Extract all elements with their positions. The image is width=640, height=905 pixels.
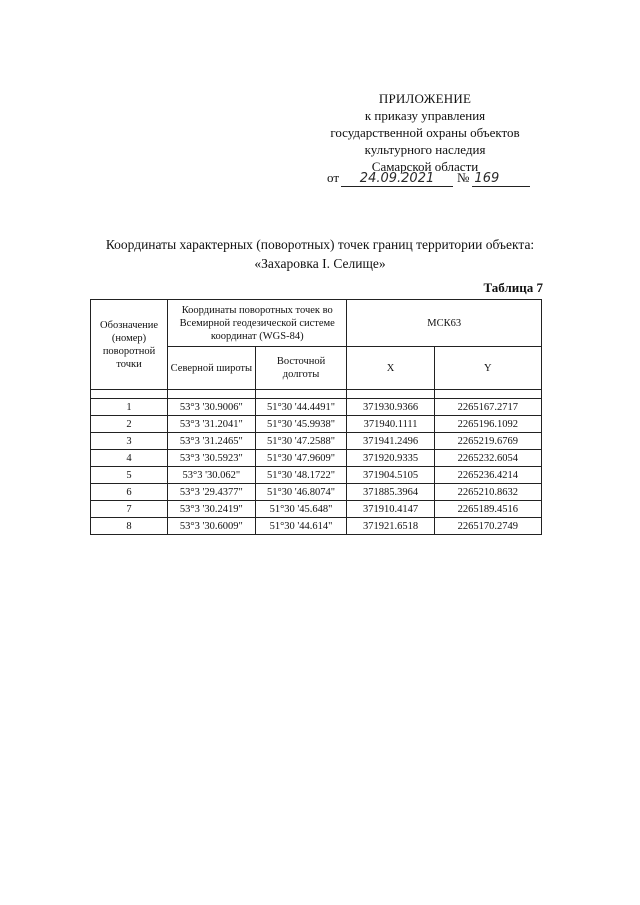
cell-lat: 53°3 '31.2041" [168, 416, 256, 433]
cell-x: 371885.3964 [347, 484, 434, 501]
cell-lat: 53°3 '31.2465" [168, 433, 256, 450]
spacer-cell [168, 390, 256, 399]
cell-lon: 51°30 '44.4491" [255, 399, 347, 416]
table-row [91, 501, 542, 518]
appendix-line: к приказу управления [364, 108, 486, 123]
spacer-cell [434, 390, 541, 399]
cell-lat: 53°3 '29.4377" [168, 484, 256, 501]
cell-y: 2265189.4516 [434, 501, 541, 518]
cell-y: 2265232.6054 [434, 450, 541, 467]
appendix-block [300, 90, 550, 175]
cell-x: 371904.5105 [347, 467, 434, 484]
cell-x: 371940.1111 [347, 416, 434, 433]
table-row [91, 416, 542, 433]
cell-y: 2265167.2717 [434, 399, 541, 416]
cell-lat: 53°3 '30.062" [168, 467, 256, 484]
table-spacer-row [91, 390, 542, 399]
date-prefix: от [327, 170, 340, 185]
order-date-number-line [327, 169, 547, 187]
cell-lon: 51°30 '45.648" [255, 501, 347, 518]
cell-lat: 53°3 '30.2419" [168, 501, 256, 518]
header-msk: МСК63 [347, 300, 542, 347]
table-row [91, 518, 542, 535]
spacer-cell [91, 390, 168, 399]
cell-lat: 53°3 '30.6009" [168, 518, 256, 535]
cell-x: 371941.2496 [347, 433, 434, 450]
cell-lon: 51°30 '44.614" [255, 518, 347, 535]
cell-y: 2265170.2749 [434, 518, 541, 535]
spacer-cell [347, 390, 434, 399]
cell-lat: 53°3 '30.9006" [168, 399, 256, 416]
coordinates-table [90, 299, 542, 535]
table-row [91, 484, 542, 501]
appendix-line: культурного наследия [364, 142, 486, 157]
header-y: Y [434, 347, 541, 390]
cell-x: 371920.9335 [347, 450, 434, 467]
cell-x: 371910.4147 [347, 501, 434, 518]
appendix-line: Самарской области [371, 159, 479, 174]
cell-x: 371930.9366 [347, 399, 434, 416]
cell-point: 3 [91, 433, 168, 450]
cell-lon: 51°30 '46.8074" [255, 484, 347, 501]
spacer-cell [255, 390, 347, 399]
table-row [91, 433, 542, 450]
header-point: Обозначение (номер) поворотной точки [91, 300, 168, 390]
appendix-title: ПРИЛОЖЕНИЕ [378, 91, 472, 106]
cell-y: 2265219.6769 [434, 433, 541, 450]
cell-lon: 51°30 '47.2588" [255, 433, 347, 450]
cell-point: 7 [91, 501, 168, 518]
header-lat: Северной широты [168, 347, 256, 390]
cell-lon: 51°30 '48.1722" [255, 467, 347, 484]
cell-point: 4 [91, 450, 168, 467]
cell-point: 6 [91, 484, 168, 501]
heading-line-1: Координаты характерных (поворотных) точек границ территории объекта: [105, 237, 535, 252]
number-prefix: № [457, 170, 470, 185]
heading-line-2: «Захаровка I. Селище» [254, 256, 386, 271]
table-header-row [91, 300, 542, 347]
header-wgs: Координаты поворотных точек во Всемирной геодезической системе координат (WGS-84) [168, 300, 347, 347]
cell-x: 371921.6518 [347, 518, 434, 535]
cell-lon: 51°30 '47.9609" [255, 450, 347, 467]
cell-point: 2 [91, 416, 168, 433]
cell-point: 1 [91, 399, 168, 416]
table-row [91, 450, 542, 467]
document-heading [60, 235, 580, 273]
cell-y: 2265196.1092 [434, 416, 541, 433]
cell-lat: 53°3 '30.5923" [168, 450, 256, 467]
cell-point: 5 [91, 467, 168, 484]
appendix-line: государственной охраны объектов [330, 125, 520, 140]
header-lon: Восточной долготы [255, 347, 347, 390]
cell-y: 2265236.4214 [434, 467, 541, 484]
table-row [91, 399, 542, 416]
header-x: X [347, 347, 434, 390]
table-label: Таблица 7 [483, 280, 543, 295]
table-row [91, 467, 542, 484]
handwritten-date: 24.09.2021 [341, 172, 453, 187]
cell-lon: 51°30 '45.9938" [255, 416, 347, 433]
cell-y: 2265210.8632 [434, 484, 541, 501]
cell-point: 8 [91, 518, 168, 535]
handwritten-number: 169 [472, 172, 530, 187]
